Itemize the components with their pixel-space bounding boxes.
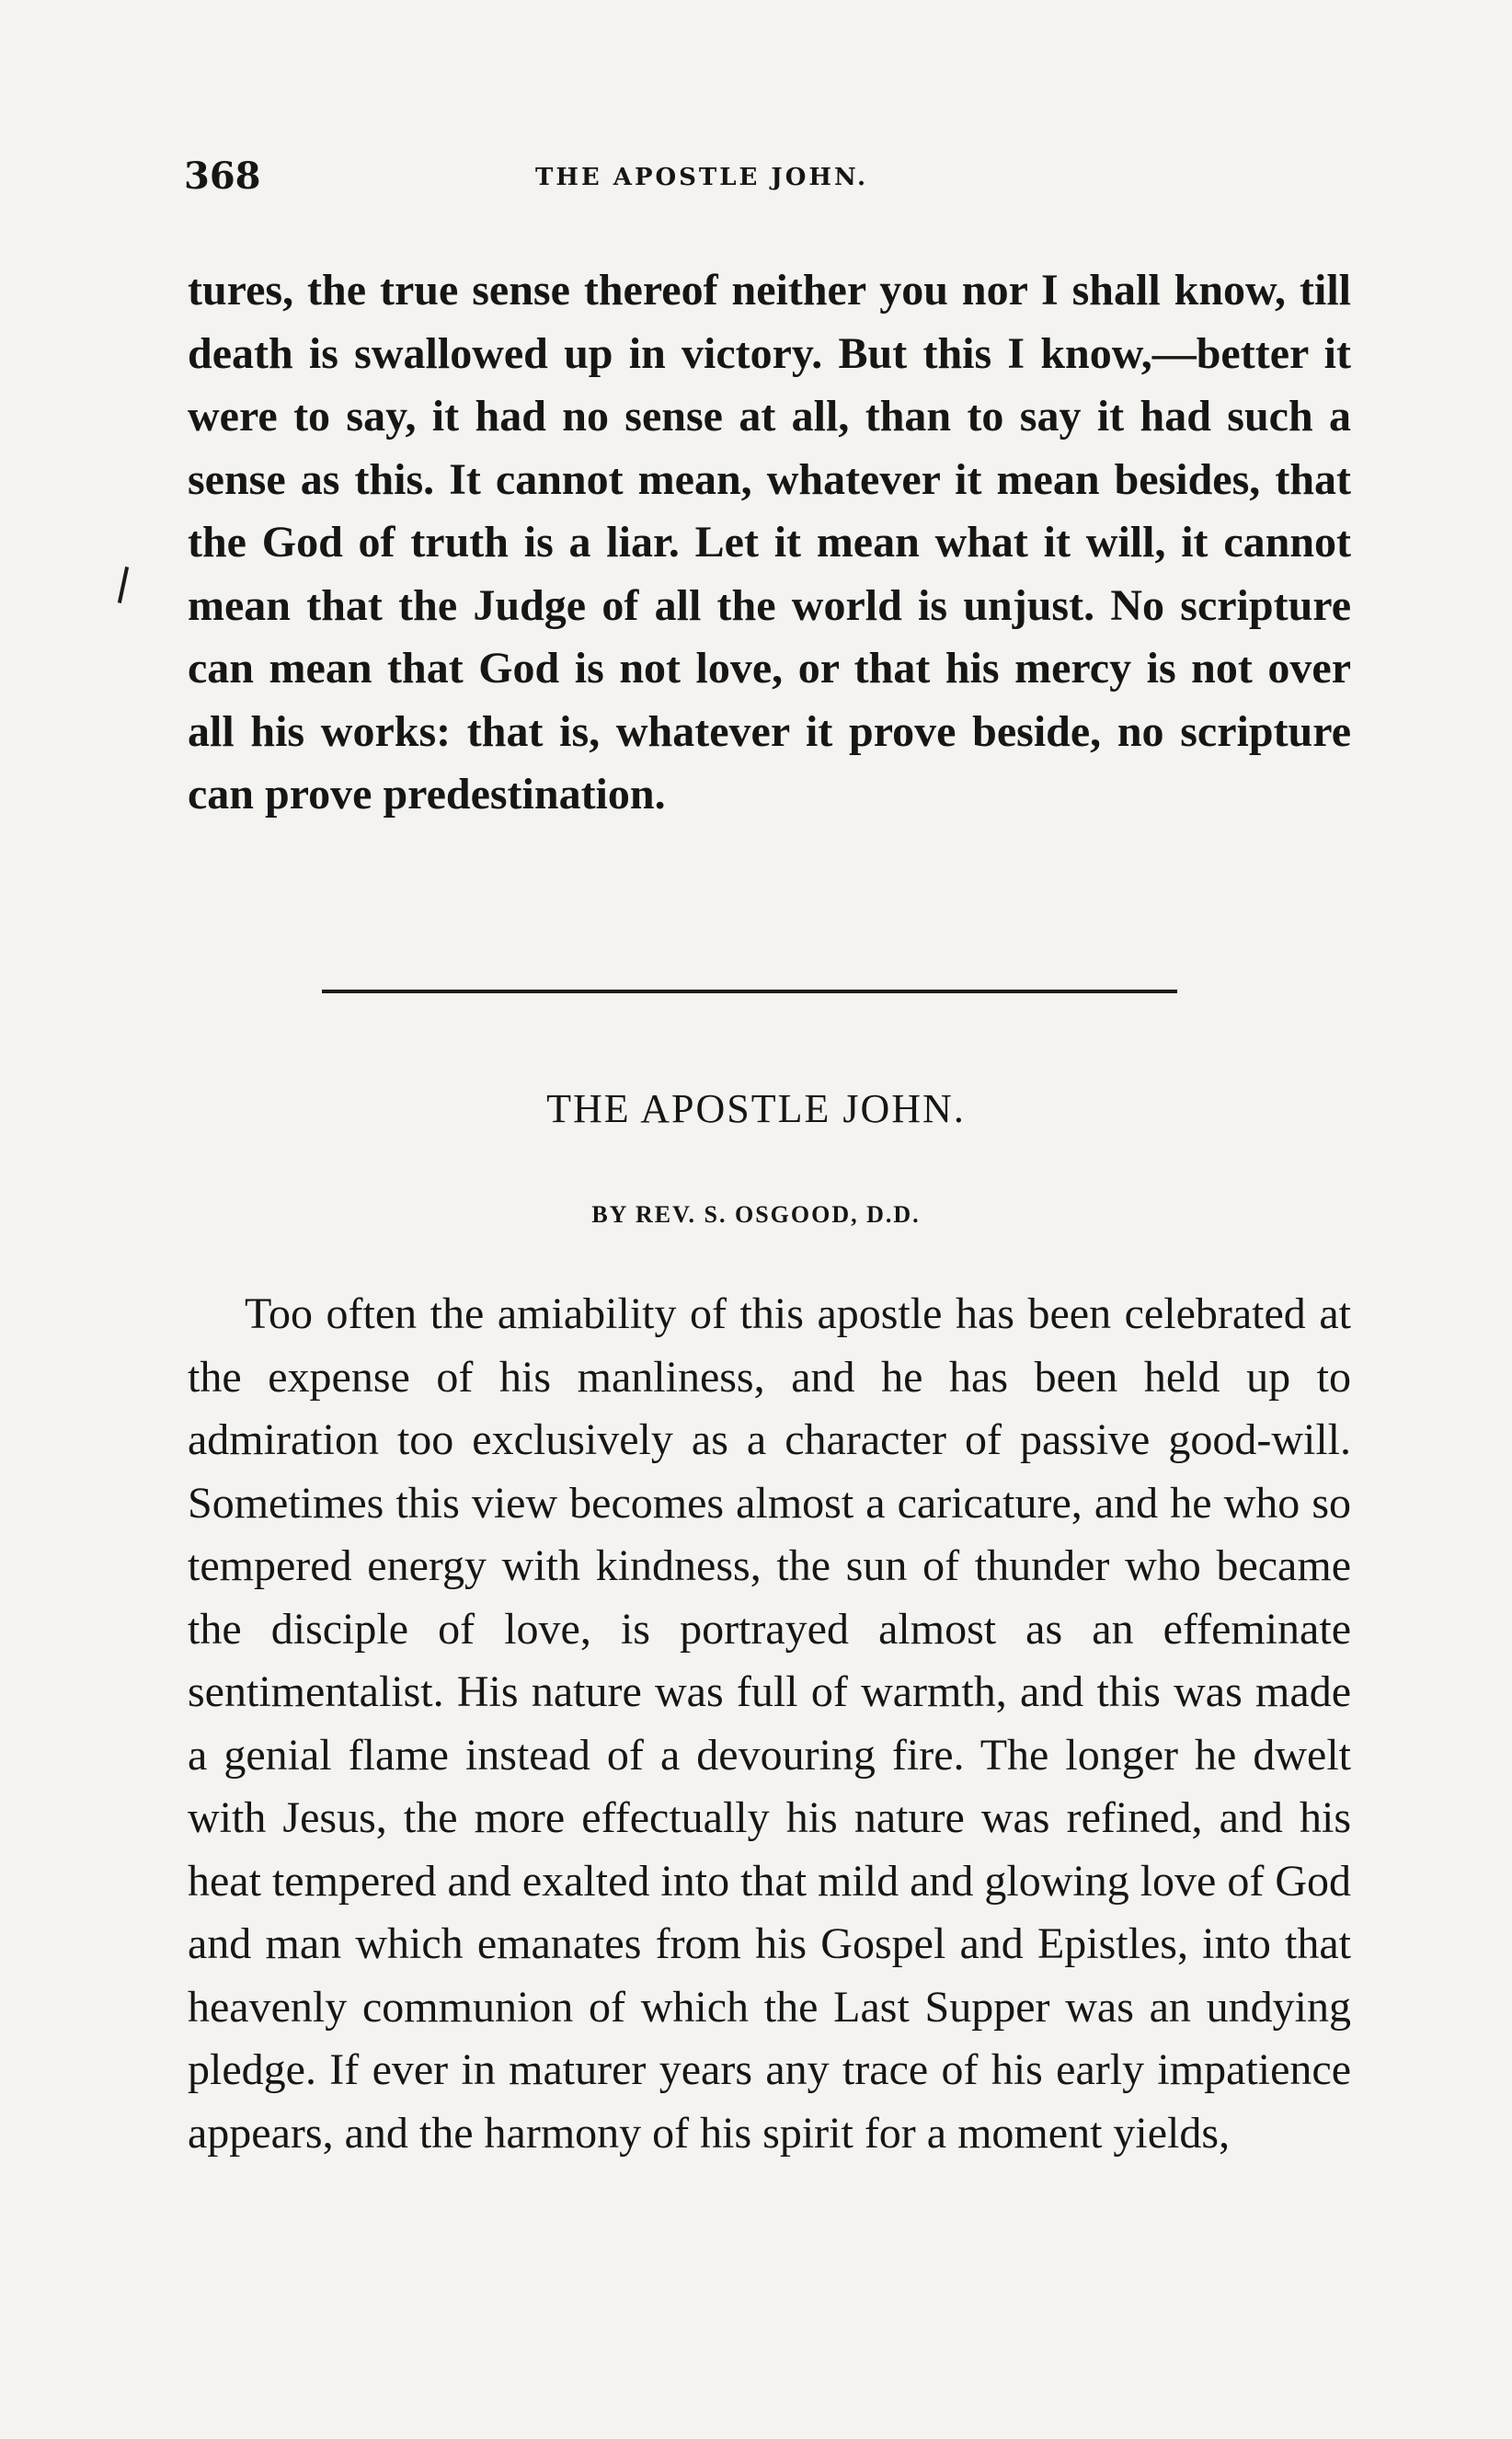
page-number: 368: [184, 155, 261, 198]
margin-mark: [118, 567, 129, 603]
running-title: THE APOSTLE JOHN.: [535, 164, 869, 191]
article-paragraph: Too often the amiability of this apostle has been celebrated at the expense of his manliness, and he has been held up to admiration too exclusively as a character of passive good-will. Sometimes this view becomes almost a caricature, and he who so tempered energy with kindness, the sun of thunder who became the disciple of love, is portrayed almost as an effeminate sentimentalist. His nature was full of warmth, and this was made a genial flame instead of a devouring fire. The longer he dwelt with Jesus, the more effectually his nature was refined, and his heat tempered and exalted into that mild and glowing love of God and man which emanates from his Gospel and Epistles, into that heavenly communion of which the Last Supper was an undying pledge. If ever in maturer years any trace of his early impatience appears, and the harmony of his spirit for a moment yields,: [188, 1289, 1351, 2158]
continued-paragraph: tures, the true sense thereof neither you nor I shall know, till death is swallowed up in victory. But this I know,—better it were to say, it had no sense at all, than to say it had such a sense as this. It cannot mean, whatever it mean besides, that the God of truth is a liar. Let it mean what it will, it cannot mean that the Judge of all the world is unjust. No scripture can mean that God is not love, or that his mercy is not over all his works: that is, whatever it prove beside, no scripture can prove predestination.: [188, 266, 1351, 819]
section-divider: [322, 990, 1177, 993]
running-head: [184, 155, 1370, 200]
article-byline: BY REV. S. OSGOOD, D.D.: [591, 1201, 921, 1228]
article-title: THE APOSTLE JOHN.: [546, 1086, 966, 1131]
